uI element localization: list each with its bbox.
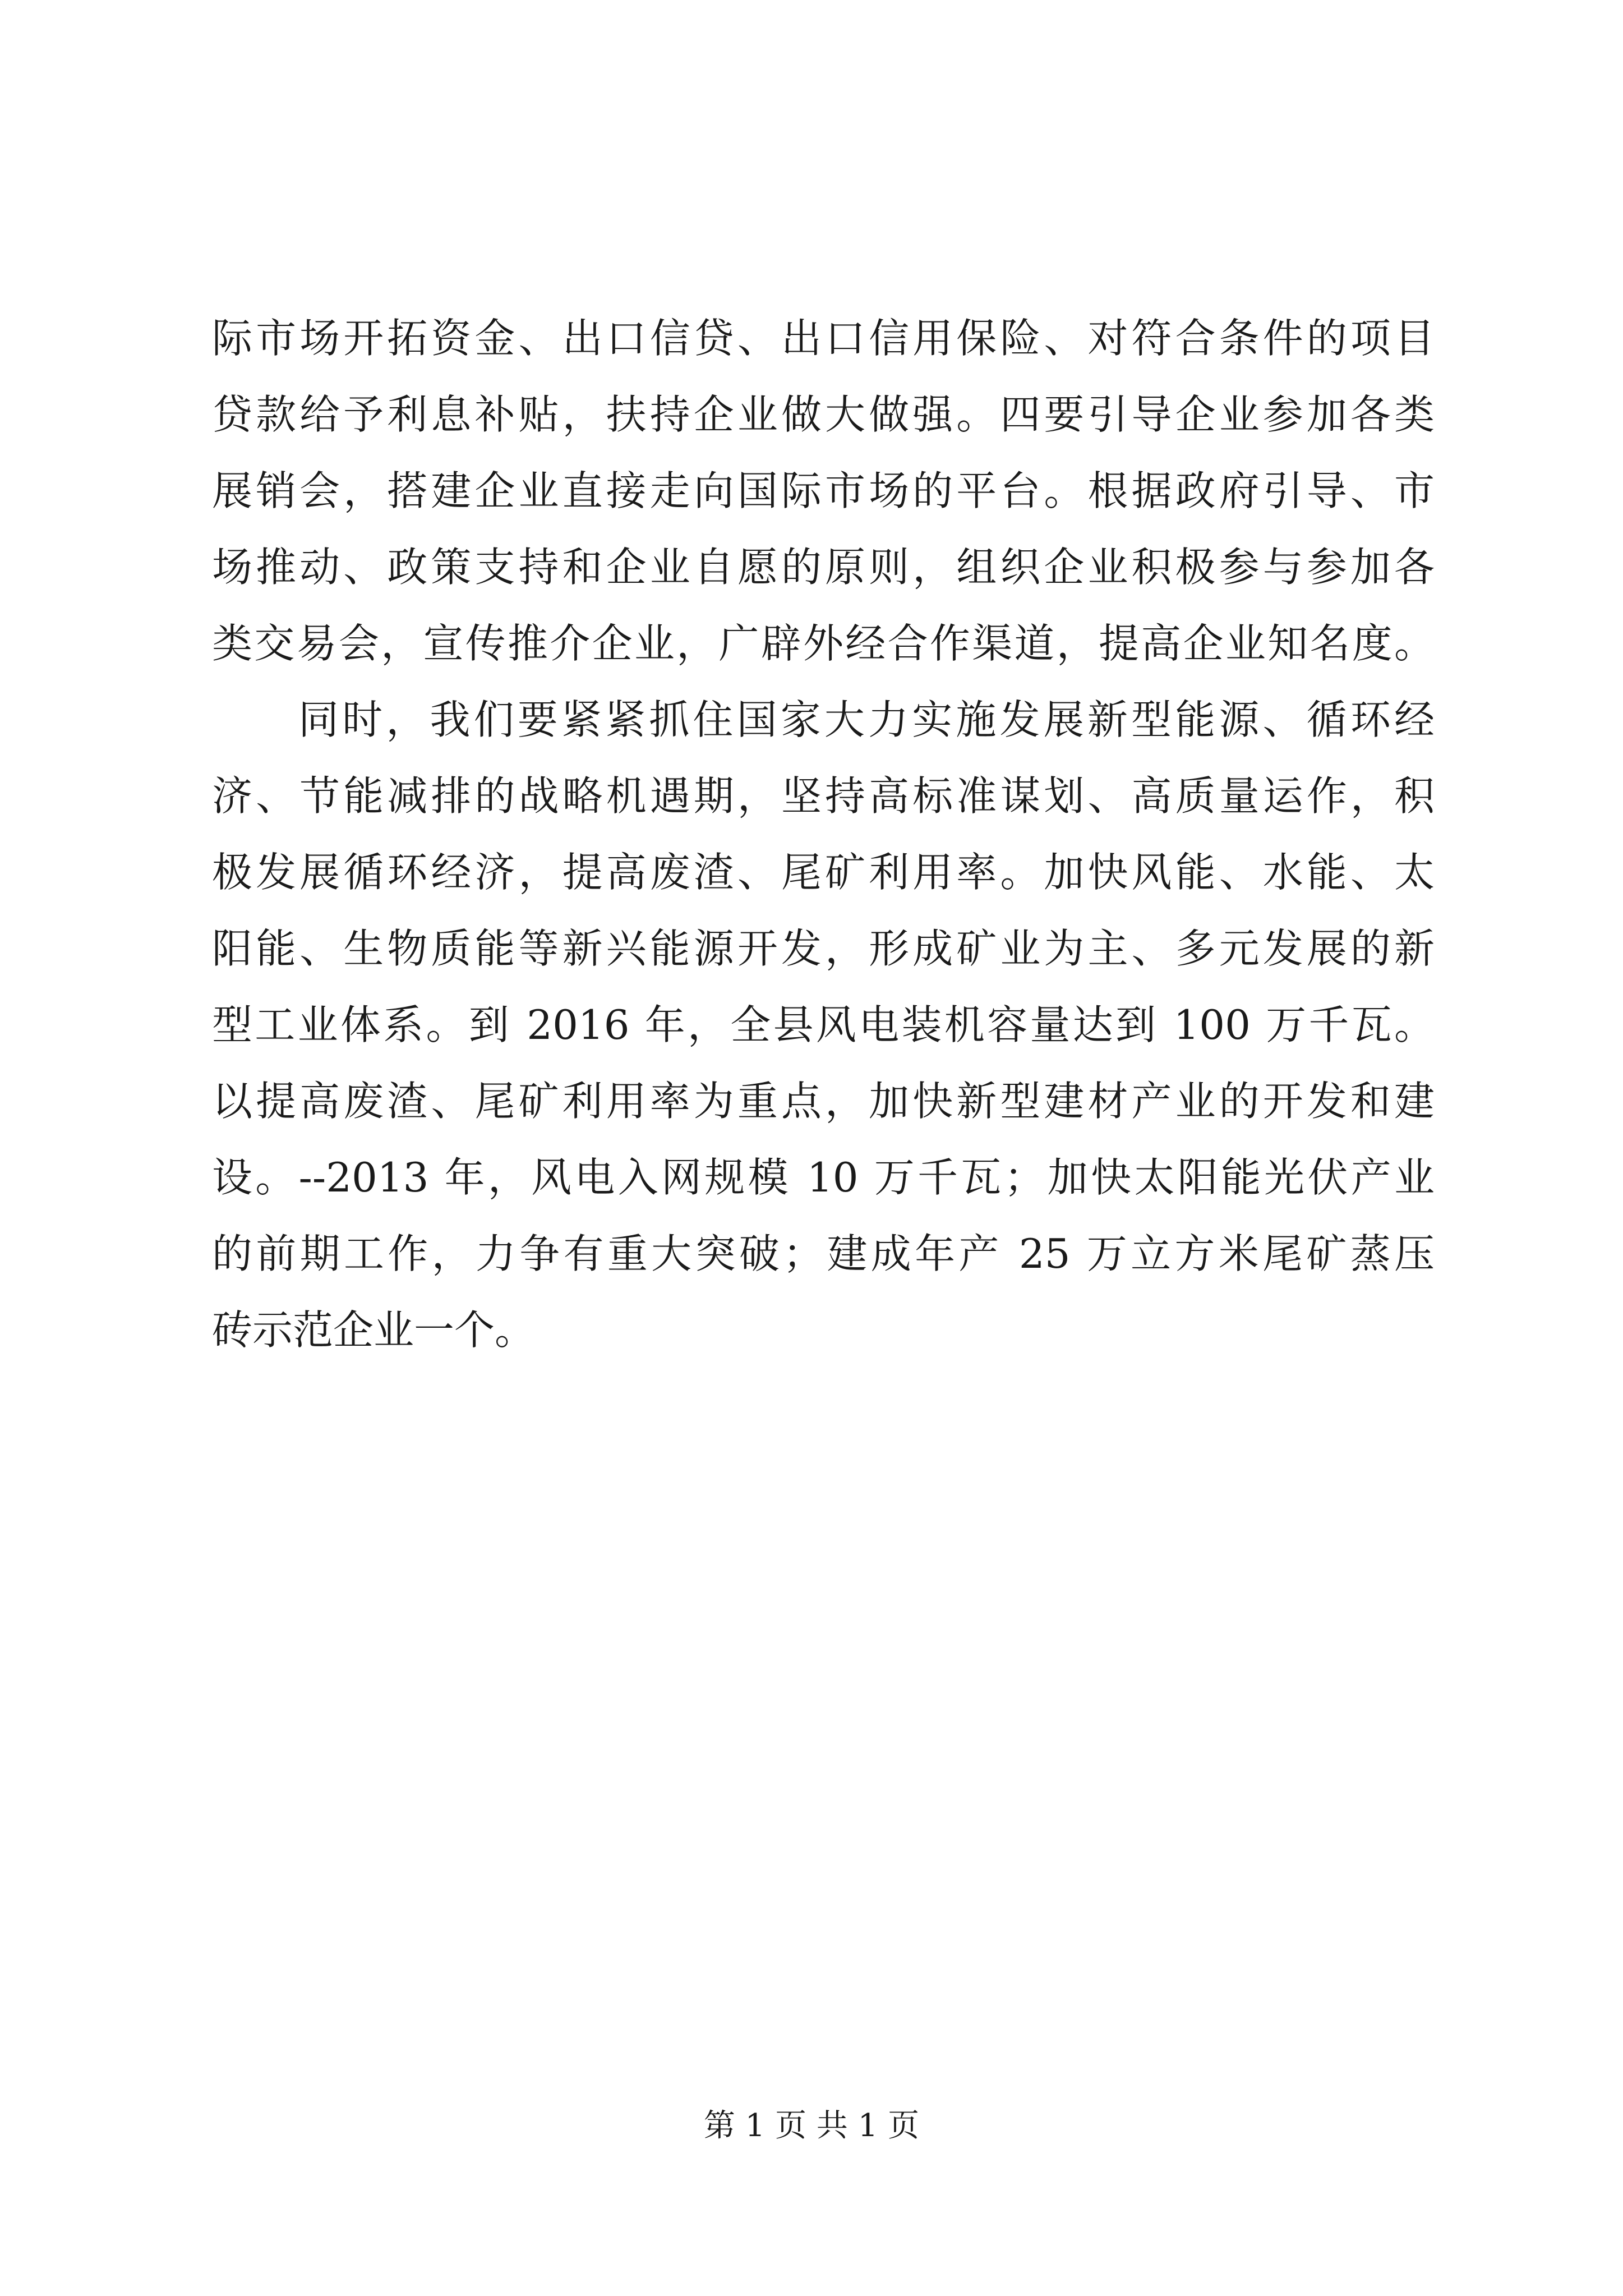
- text-line: 设。--2013 年，风电入网规模 10 万千瓦；加快太阳能光伏产业: [212, 1154, 1435, 1201]
- text-line: 极发展循环经济，提高废渣、尾矿利用率。加快风能、水能、太: [212, 849, 1435, 896]
- text-line: 类交易会，宣传推介企业，广辟外经合作渠道，提高企业知名度。: [212, 620, 1435, 667]
- body-text: [212, 300, 1435, 1368]
- text-line: 贷款给予利息补贴，扶持企业做大做强。四要引导企业参加各类: [212, 391, 1435, 438]
- text-line: 场推动、政策支持和企业自愿的原则，组织企业积极参与参加各: [212, 544, 1435, 591]
- text-line: 展销会，搭建企业直接走向国际市场的平台。根据政府引导、市: [212, 467, 1435, 514]
- text-line: 型工业体系。到 2016 年，全县风电装机容量达到 100 万千瓦。: [212, 1001, 1435, 1048]
- text-line: 济、节能减排的战略机遇期，坚持高标准谋划、高质量运作，积: [212, 772, 1435, 820]
- text-line: 砖示范企业一个。: [212, 1306, 536, 1354]
- text-line: 以提高废渣、尾矿利用率为重点，加快新型建材产业的开发和建: [212, 1078, 1435, 1125]
- page-footer: 第 1 页 共 1 页: [703, 2108, 920, 2144]
- text-line: 阳能、生物质能等新兴能源开发，形成矿业为主、多元发展的新: [212, 925, 1435, 972]
- text-line: 际市场开拓资金、出口信贷、出口信用保险、对符合条件的项目: [212, 315, 1435, 362]
- paragraph-start-line: 同时，我们要紧紧抓住国家大力实施发展新型能源、循环经: [298, 696, 1435, 743]
- text-line: 的前期工作，力争有重大突破；建成年产 25 万立方米尾矿蒸压: [212, 1230, 1435, 1277]
